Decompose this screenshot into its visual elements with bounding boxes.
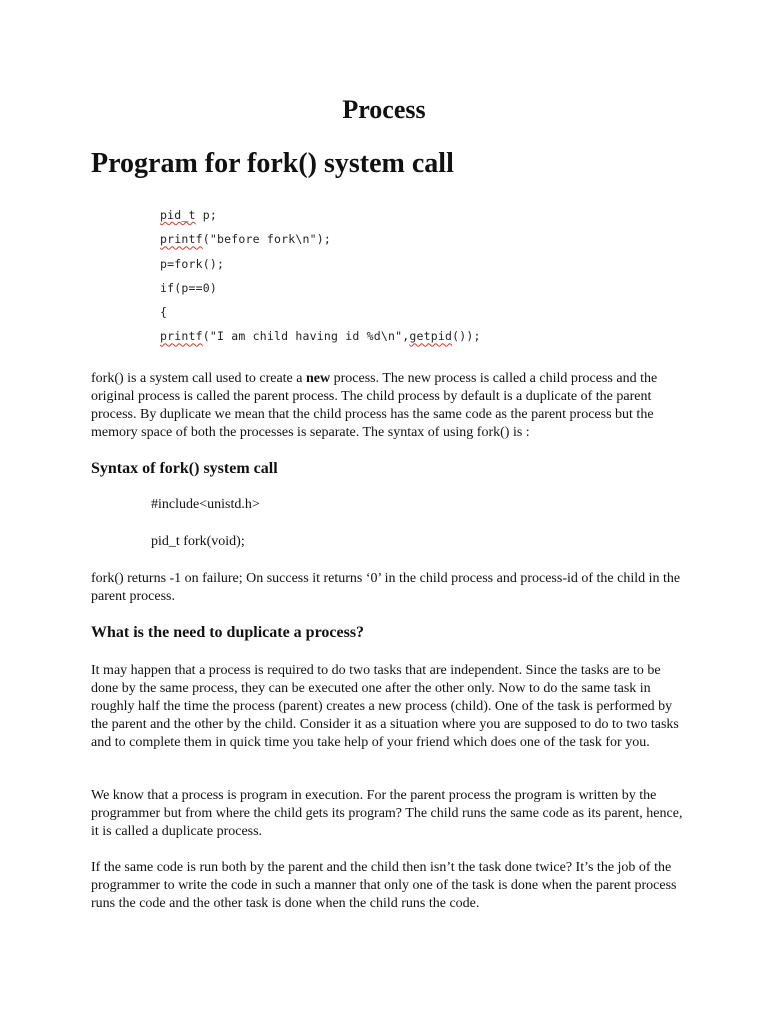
code-token: getpid — [409, 329, 453, 344]
code-line-6 — [160, 327, 481, 351]
code-token: ("before fork\n"); — [202, 232, 331, 247]
return-paragraph: fork() returns -1 on failure; On success it returns ‘0’ in the child process and process-id of the child in the parent process. — [91, 571, 681, 604]
code-line-1 — [160, 206, 481, 230]
heading-syntax: Syntax of fork() system call — [91, 460, 278, 477]
need-paragraph-2: We know that a process is program in execution. For the parent process the program is written by the programmer but from where the child gets its program? The child runs the same code as its parent, hence, it is called a duplicate process. — [91, 788, 683, 839]
code-line-4: if(p==0) — [160, 280, 217, 295]
intro-text-rest: process. The new process is called a child process and the original process is called the parent process. The child process by default is a duplicate of the parent process. By duplicate we mean that the child process has the same code as the parent process but the memory space of both the processes is separate. The syntax of using fork() is : — [91, 371, 658, 440]
syntax-include: #include<unistd.h> — [151, 497, 260, 512]
syntax-signature: pid_t fork(void); — [151, 534, 245, 549]
intro-bold-word: new — [305, 371, 331, 386]
intro-paragraph — [91, 370, 691, 442]
code-token: printf — [160, 329, 203, 344]
need-paragraph-3: If the same code is run both by the parent and the child then isn’t the task done twice? It’s the job of the programmer to write the code in such a manner that only one of the task is done when the parent process runs the code and the other task is done when the child runs the code. — [91, 860, 677, 911]
code-snippet — [160, 206, 481, 352]
code-line-2 — [160, 230, 481, 254]
code-token: printf — [160, 232, 203, 247]
heading-fork-program: Program for fork() system call — [91, 148, 454, 179]
code-token: p; — [195, 208, 217, 222]
code-token: pid_t — [160, 208, 196, 222]
code-token: ("I am child having id %d\n", — [202, 329, 410, 344]
need-paragraph-1: It may happen that a process is required to do two tasks that are independent. Since the tasks are to be done by the same process, they can be executed one after the other only. Now to do the same task in roughly half the time the process (parent) creates a new process (child). One of the task is performed by the parent and the other by the child. Consider it as a situation where you are supposed to do to two tasks and to complete them in quick time you take help of your friend which does one of the task for you. — [91, 663, 679, 750]
code-token: ()); — [452, 329, 481, 344]
code-line-5: { — [160, 305, 168, 320]
heading-need: What is the need to duplicate a process? — [91, 624, 365, 641]
code-line-3: p=fork(); — [160, 256, 225, 271]
page-title: Process — [342, 95, 426, 124]
intro-text: fork() is a system call used to create a — [91, 371, 306, 386]
